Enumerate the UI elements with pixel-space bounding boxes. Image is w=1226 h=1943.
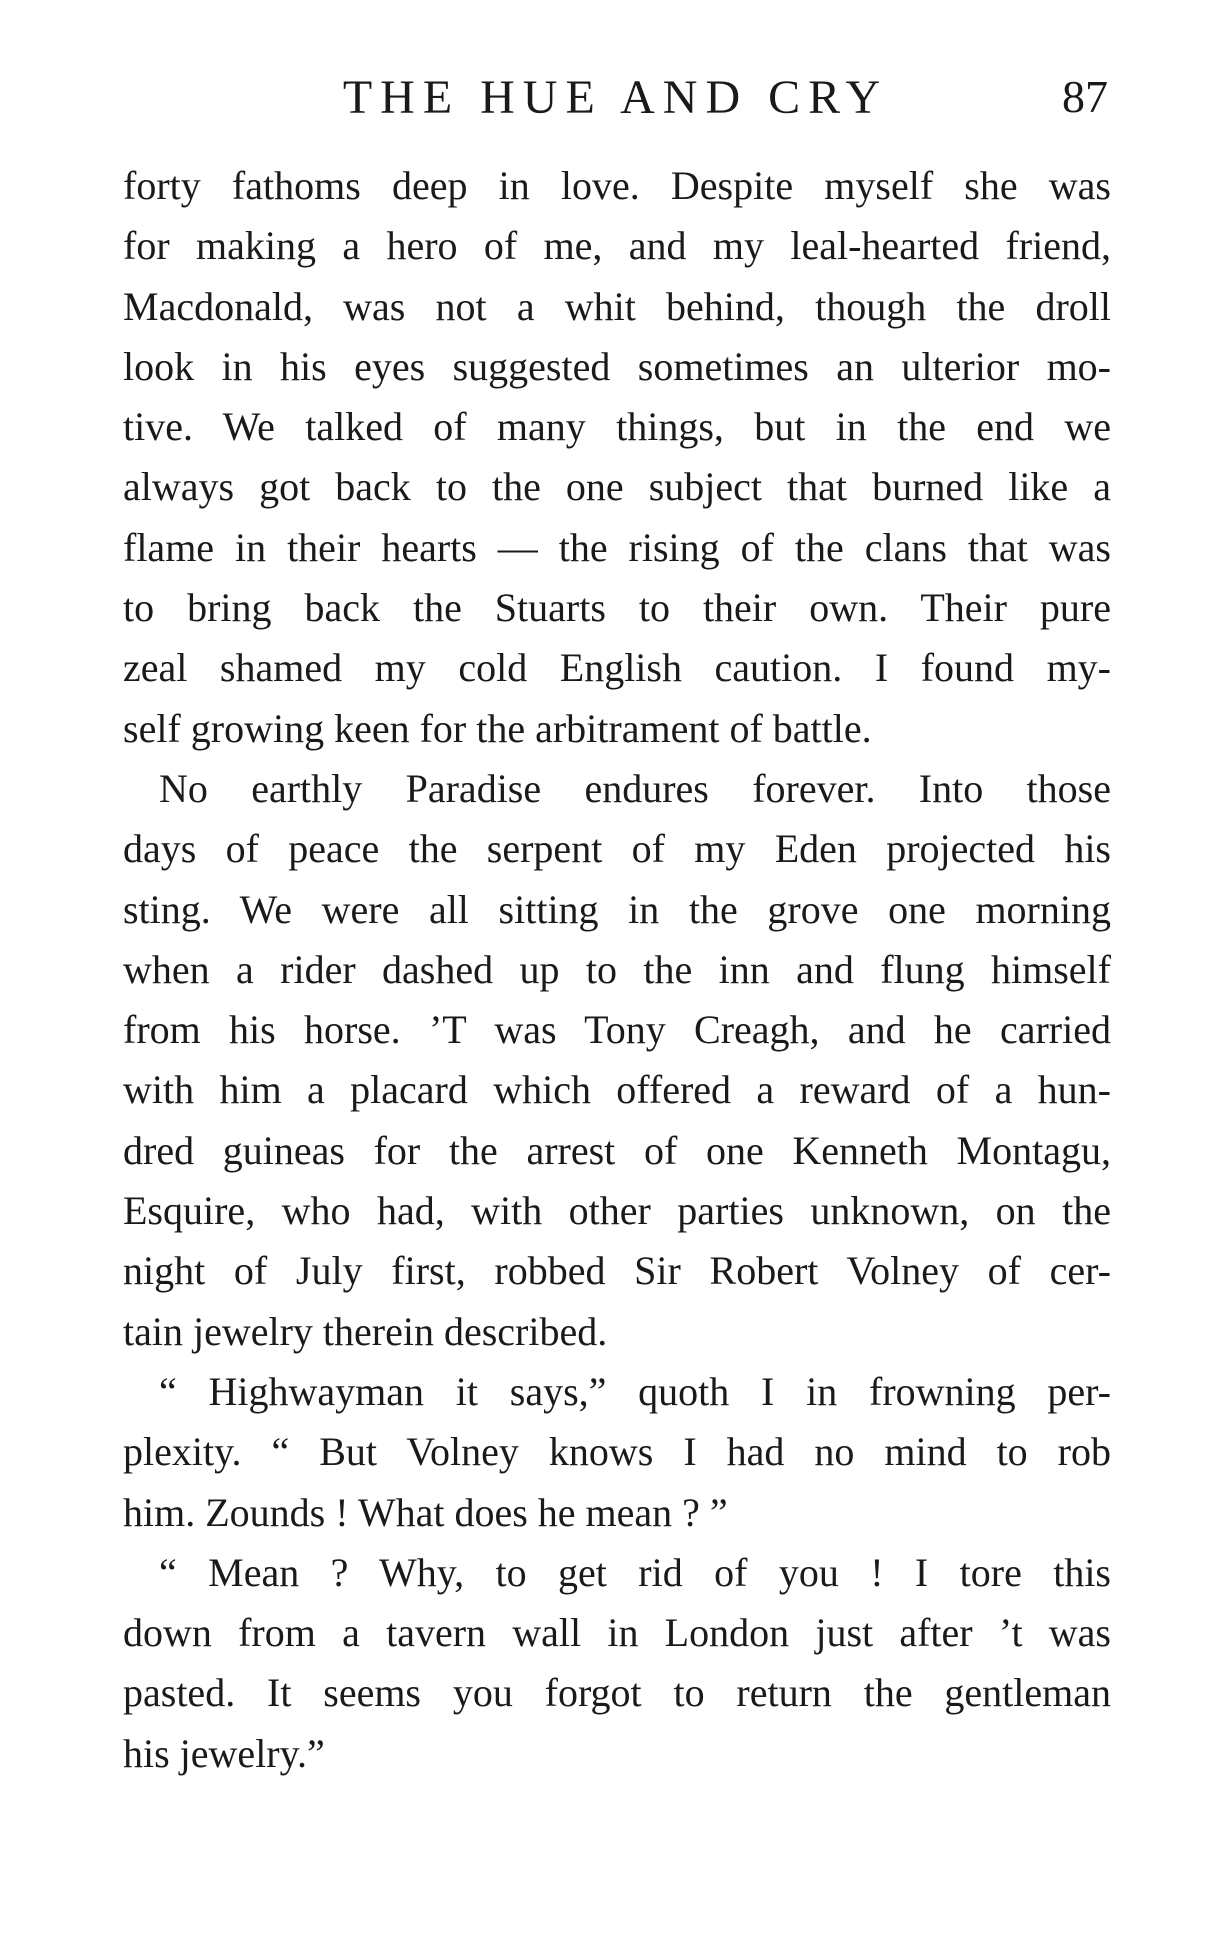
text-line: with him a placard which offered a reward of a hun- <box>123 1067 1111 1113</box>
paragraph-highwayman <box>123 1362 1111 1543</box>
text-line: his jewelry.” <box>123 1730 325 1776</box>
text-line: tive. We talked of many things, but in the end we <box>123 404 1111 450</box>
text-line: look in his eyes suggested sometimes an ulterior mo- <box>123 343 1111 389</box>
text-line: to bring back the Stuarts to their own. Their pure <box>123 585 1111 631</box>
paragraph-paradise <box>123 759 1111 1362</box>
body-text <box>123 156 1111 1784</box>
text-line: flame in their hearts — the rising of the clans that was <box>123 524 1111 570</box>
text-line: forty fathoms deep in love. Despite myself she was <box>123 163 1111 208</box>
text-line: him. Zounds ! What does he mean ? ” <box>123 1489 728 1535</box>
text-line: self growing keen for the arbitrament of battle. <box>123 705 872 751</box>
text-line: night of July first, robbed Sir Robert Volney of cer- <box>123 1248 1111 1294</box>
text-line: Macdonald, was not a whit behind, though the droll <box>123 283 1111 329</box>
text-line: for making a hero of me, and my leal-hearted friend, <box>123 223 1111 269</box>
text-line: tain jewelry therein described. <box>123 1308 608 1354</box>
text-line: No earthly Paradise endures forever. Into those <box>159 765 1111 811</box>
running-title: THE HUE AND CRY <box>342 71 889 124</box>
text-line: “ Mean ? Why, to get rid of you ! I tore this <box>159 1549 1111 1595</box>
text-line: always got back to the one subject that burned like a <box>123 464 1111 510</box>
running-head <box>123 62 1108 122</box>
text-line: “ Highwayman it says,” quoth I in frowning per- <box>159 1368 1111 1414</box>
text-line: when a rider dashed up to the inn and flung himself <box>123 946 1111 992</box>
text-line: sting. We were all sitting in the grove one morning <box>123 886 1111 932</box>
paragraph-continued <box>123 156 1111 759</box>
text-line: zeal shamed my cold English caution. I found my- <box>123 645 1111 691</box>
text-line: dred guineas for the arrest of one Kenneth Montagu, <box>123 1127 1111 1173</box>
paragraph-mean <box>123 1543 1111 1784</box>
text-line: pasted. It seems you forgot to return the gentleman <box>123 1670 1111 1716</box>
text-line: days of peace the serpent of my Eden projected his <box>123 826 1111 872</box>
text-line: from his horse. ’T was Tony Creagh, and he carried <box>123 1007 1111 1053</box>
page-number: 87 <box>1062 71 1108 122</box>
text-line: plexity. “ But Volney knows I had no mind to rob <box>123 1429 1111 1475</box>
text-line: down from a tavern wall in London just after ’t was <box>123 1610 1111 1656</box>
text-line: Esquire, who had, with other parties unknown, on the <box>123 1188 1111 1234</box>
